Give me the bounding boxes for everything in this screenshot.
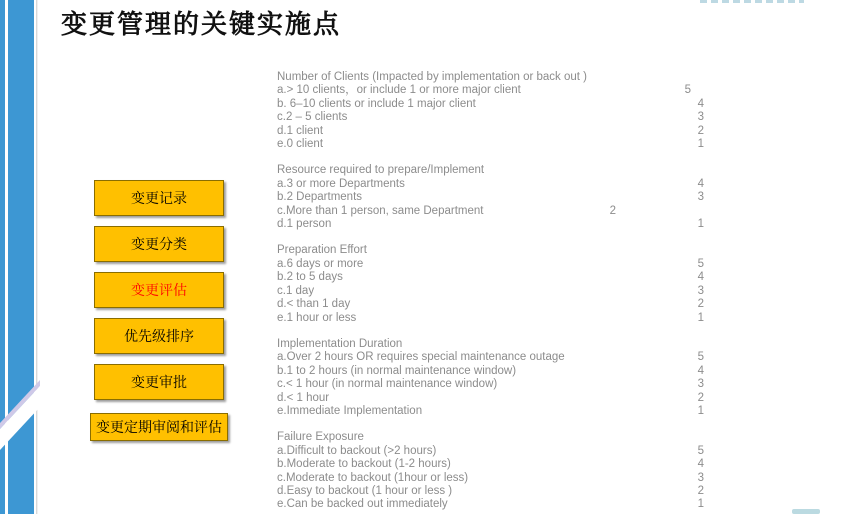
- process-steps: [90, 180, 228, 441]
- row-label: a.Over 2 hours OR requires special maintenance outage: [277, 351, 565, 364]
- watermark-fragment-top: [700, 0, 804, 3]
- row-score: 5: [697, 257, 704, 270]
- row-label: b.Moderate to backout (1-2 hours): [277, 458, 451, 471]
- process-step-button[interactable]: 变更定期审阅和评估: [90, 413, 228, 441]
- row-label: c.1 day: [277, 284, 315, 297]
- score-row: [277, 351, 704, 364]
- section-header: Resource required to prepare/Implement: [277, 164, 485, 177]
- score-section: [277, 71, 704, 151]
- row-score: 2: [697, 298, 704, 311]
- score-row: [277, 285, 704, 298]
- score-section: [277, 164, 704, 231]
- row-label: c.< 1 hour (in normal maintenance window): [277, 378, 498, 391]
- process-step-button[interactable]: 优先级排序: [94, 318, 224, 354]
- row-label: d.Easy to backout (1 hour or less ): [277, 484, 453, 497]
- row-label: e.Immediate Implementation: [277, 404, 423, 417]
- row-label: a.6 days or more: [277, 257, 364, 270]
- section-header: Implementation Duration: [277, 337, 403, 350]
- row-score: 1: [697, 218, 704, 231]
- row-score: 2: [697, 484, 704, 497]
- score-row: [277, 271, 704, 284]
- row-label: a.3 or more Departments: [277, 177, 405, 190]
- score-row: [277, 178, 704, 191]
- row-score: 2: [609, 204, 616, 217]
- score-row: [277, 84, 704, 97]
- row-label: b.2 to 5 days: [277, 271, 343, 284]
- score-section: [277, 338, 704, 418]
- section-header: Number of Clients (Impacted by implementation or back out ): [277, 71, 587, 83]
- process-step-button[interactable]: 变更记录: [94, 180, 224, 216]
- row-score: 1: [697, 498, 704, 511]
- score-row: [277, 485, 704, 498]
- row-label: d.< 1 hour: [277, 391, 330, 404]
- row-score: 3: [697, 471, 704, 484]
- row-score: 5: [697, 351, 704, 364]
- score-row: [277, 258, 704, 271]
- section-header: Preparation Effort: [277, 244, 367, 257]
- score-row: [277, 98, 704, 111]
- row-label: e.Can be backed out immediately: [277, 498, 448, 511]
- row-score: 4: [697, 364, 704, 377]
- score-row: [277, 298, 704, 311]
- score-row: [277, 312, 704, 325]
- row-score: 4: [697, 97, 704, 110]
- row-score: 3: [697, 378, 704, 391]
- row-score: 3: [697, 111, 704, 124]
- row-label: b. 6–10 clients or include 1 major client: [277, 97, 476, 110]
- row-label: a.Difficult to backout (>2 hours): [277, 444, 437, 457]
- row-score: 1: [697, 138, 704, 151]
- row-label: b.2 Departments: [277, 191, 363, 204]
- row-score: 5: [697, 444, 704, 457]
- score-row: [277, 458, 704, 471]
- section-header: Failure Exposure: [277, 431, 364, 444]
- score-section: [277, 431, 704, 511]
- row-label: e.0 client: [277, 138, 324, 151]
- score-row: [277, 405, 704, 418]
- score-section: [277, 244, 704, 324]
- row-score: 1: [697, 311, 704, 324]
- row-label: c.2 – 5 clients: [277, 111, 348, 124]
- process-step-button[interactable]: 变更分类: [94, 226, 224, 262]
- row-label: d.1 person: [277, 218, 332, 231]
- score-row: [277, 205, 704, 218]
- row-label: a.> 10 clients，or include 1 or more major client: [277, 84, 521, 97]
- row-score: 2: [697, 391, 704, 404]
- score-row: [277, 392, 704, 405]
- row-score: 3: [697, 191, 704, 204]
- page-title: 变更管理的关键实施点: [61, 9, 342, 39]
- process-step-button[interactable]: 变更审批: [94, 364, 224, 400]
- process-step-button[interactable]: 变更评估: [94, 272, 224, 308]
- row-score: 4: [697, 177, 704, 190]
- score-sections: [277, 71, 704, 514]
- row-score: 2: [697, 124, 704, 137]
- score-row: [277, 365, 704, 378]
- watermark-fragment-bottom: [792, 509, 820, 514]
- score-row: [277, 498, 704, 511]
- score-row: [277, 445, 704, 458]
- score-row: [277, 472, 704, 485]
- score-row: [277, 378, 704, 391]
- row-label: d.< than 1 day: [277, 298, 351, 311]
- row-label: c.More than 1 person, same Department: [277, 204, 484, 217]
- row-label: c.Moderate to backout (1hour or less): [277, 471, 469, 484]
- row-label: e.1 hour or less: [277, 311, 357, 324]
- row-score: 5: [684, 84, 691, 97]
- row-label: b.1 to 2 hours (in normal maintenance window): [277, 364, 517, 377]
- score-row: [277, 138, 704, 151]
- row-label: d.1 client: [277, 124, 324, 137]
- row-score: 4: [697, 271, 704, 284]
- score-row: [277, 218, 704, 231]
- row-score: 4: [697, 458, 704, 471]
- row-score: 1: [697, 404, 704, 417]
- score-row: [277, 111, 704, 124]
- score-row: [277, 191, 704, 204]
- left-accent-band: [0, 0, 40, 514]
- score-row: [277, 125, 704, 138]
- row-score: 3: [697, 284, 704, 297]
